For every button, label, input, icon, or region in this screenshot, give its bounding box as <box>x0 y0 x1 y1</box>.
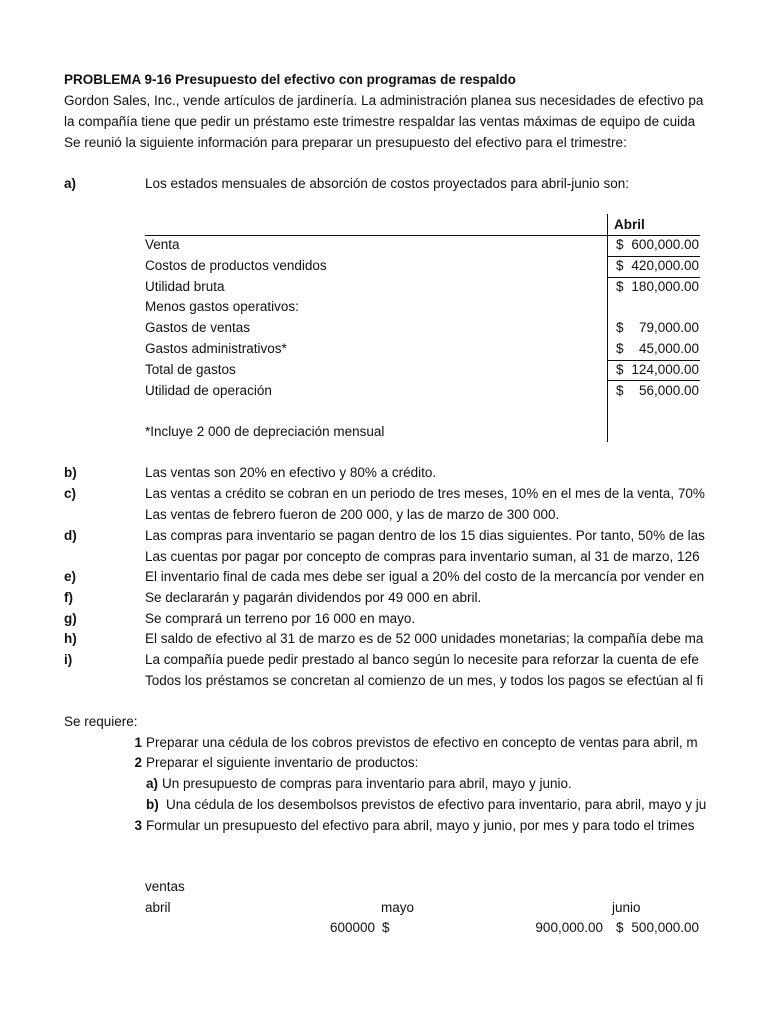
ventas-junio-label: junio <box>612 900 641 915</box>
ventas-abril-label: abril <box>145 900 171 915</box>
item-label-c: c) <box>64 486 77 501</box>
requirement-text: Preparar una cédula de los cobros previstos de efectivo en concepto de ventas para abril, m <box>146 735 698 750</box>
item-text: Se comprará un terreno por 16 000 en mayo. <box>145 611 416 626</box>
row-value-gastos-ventas: 79,000.00 <box>638 320 699 335</box>
row-label-utilidad-bruta: Utilidad bruta <box>145 279 225 294</box>
column-divider <box>607 214 608 442</box>
item-text: El saldo de efectivo al 31 de marzo es de 52 000 unidades monetarias; la compañía debe ma <box>145 631 704 646</box>
requirement-text: Un presupuesto de compras para inventario para abril, mayo y junio. <box>162 776 572 791</box>
table-footnote: *Incluye 2 000 de depreciación mensual <box>145 424 385 439</box>
row-value-utilidad-bruta: 180,000.00 <box>631 279 699 294</box>
row-currency: $ <box>616 237 624 252</box>
requirement-number: 2 <box>134 755 142 770</box>
row-currency: $ <box>616 258 624 273</box>
row-label-menos-gastos: Menos gastos operativos: <box>145 299 299 314</box>
requirement-text: Preparar el siguiente inventario de productos: <box>146 755 419 770</box>
section-a-text: Los estados mensuales de absorción de costos proyectados para abril-junio son: <box>145 176 630 191</box>
item-text: La compañía puede pedir prestado al banco según lo necesite para reforzar la cuenta de efe <box>145 652 699 667</box>
item-label-i: i) <box>64 652 73 667</box>
requirement-text: Formular un presupuesto del efectivo para abril, mayo y junio, por mes y para todo el trimes <box>146 818 695 833</box>
item-text: Las ventas a crédito se cobran en un periodo de tres meses, 10% en el mes de la venta, 70% <box>145 486 705 501</box>
ventas-abril-currency: $ <box>382 920 390 935</box>
intro-line: la compañía tiene que pedir un préstamo este trimestre respaldar las ventas máximas de equipo de cuida <box>64 114 696 129</box>
item-text: Las ventas son 20% en efectivo y 80% a crédito. <box>145 465 437 480</box>
requirements-heading: Se requiere: <box>64 714 138 729</box>
cell-rule <box>607 380 700 381</box>
row-label-total-gastos: Total de gastos <box>145 362 236 377</box>
row-value-venta: 600,000.00 <box>631 237 699 252</box>
ventas-mayo-value[interactable]: 900,000.00 <box>535 920 603 935</box>
row-label-costos: Costos de productos vendidos <box>145 258 327 273</box>
item-text: Todos los préstamos se concretan al comienzo de un mes, y todos los pagos se efectúan al fi <box>145 673 704 688</box>
requirement-number: 1 <box>134 735 142 750</box>
requirement-text: Una cédula de los desembolsos previstos de efectivo para inventario, para abril, mayo y ju <box>166 797 707 812</box>
row-value-costos: 420,000.00 <box>631 258 699 273</box>
column-header-abril: Abril <box>614 217 645 232</box>
row-currency: $ <box>616 341 624 356</box>
problem-title: PROBLEMA 9-16 Presupuesto del efectivo con programas de respaldo <box>64 72 516 87</box>
row-label-gastos-ventas: Gastos de ventas <box>145 320 251 335</box>
item-text: Las ventas de febrero fueron de 200 000, y las de marzo de 300 000. <box>145 507 560 522</box>
row-value-total-gastos: 124,000.00 <box>631 362 699 377</box>
item-label-d: d) <box>64 528 77 543</box>
row-label-venta: Venta <box>145 237 180 252</box>
ventas-junio-value[interactable]: 500,000.00 <box>631 920 699 935</box>
row-label-utilidad-operacion: Utilidad de operación <box>145 383 272 398</box>
item-text: El inventario final de cada mes debe ser igual a 20% del costo de la mercancía por vender en <box>145 569 705 584</box>
intro-line: Gordon Sales, Inc., vende artículos de jardinería. La administración planea sus necesidades de efectivo pa <box>64 93 704 108</box>
item-label-e: e) <box>64 569 77 584</box>
requirement-sub-label: a) <box>146 776 159 791</box>
item-text: Se declararán y pagarán dividendos por 49 000 en abril. <box>145 590 482 605</box>
item-label-a: a) <box>64 176 77 191</box>
row-currency: $ <box>616 279 624 294</box>
item-text: Las cuentas por pagar por concepto de compras para inventario suman, al 31 de marzo, 126 <box>145 549 700 564</box>
requirement-number: 3 <box>134 818 142 833</box>
row-value-gastos-admin: 45,000.00 <box>638 341 699 356</box>
ventas-title: ventas <box>145 879 185 894</box>
row-currency: $ <box>616 320 624 335</box>
ventas-mayo-label: mayo <box>381 900 415 915</box>
item-text: Las compras para inventario se pagan dentro de los 15 dias siguientes. Por tanto, 50% de las <box>145 528 705 543</box>
intro-line: Se reunió la siguiente información para preparar un presupuesto del efectivo para el trimestre: <box>64 135 627 150</box>
row-value-utilidad-operacion: 56,000.00 <box>638 383 699 398</box>
ventas-junio-currency: $ <box>616 920 624 935</box>
row-currency: $ <box>616 383 624 398</box>
item-label-b: b) <box>64 465 77 480</box>
ventas-abril-value[interactable]: 600000 <box>329 920 375 935</box>
requirement-sub-label: b) <box>146 797 159 812</box>
item-label-g: g) <box>64 611 77 626</box>
row-currency: $ <box>616 362 624 377</box>
row-label-gastos-admin: Gastos administrativos* <box>145 341 287 356</box>
item-label-h: h) <box>64 631 77 646</box>
item-label-f: f) <box>64 590 73 605</box>
